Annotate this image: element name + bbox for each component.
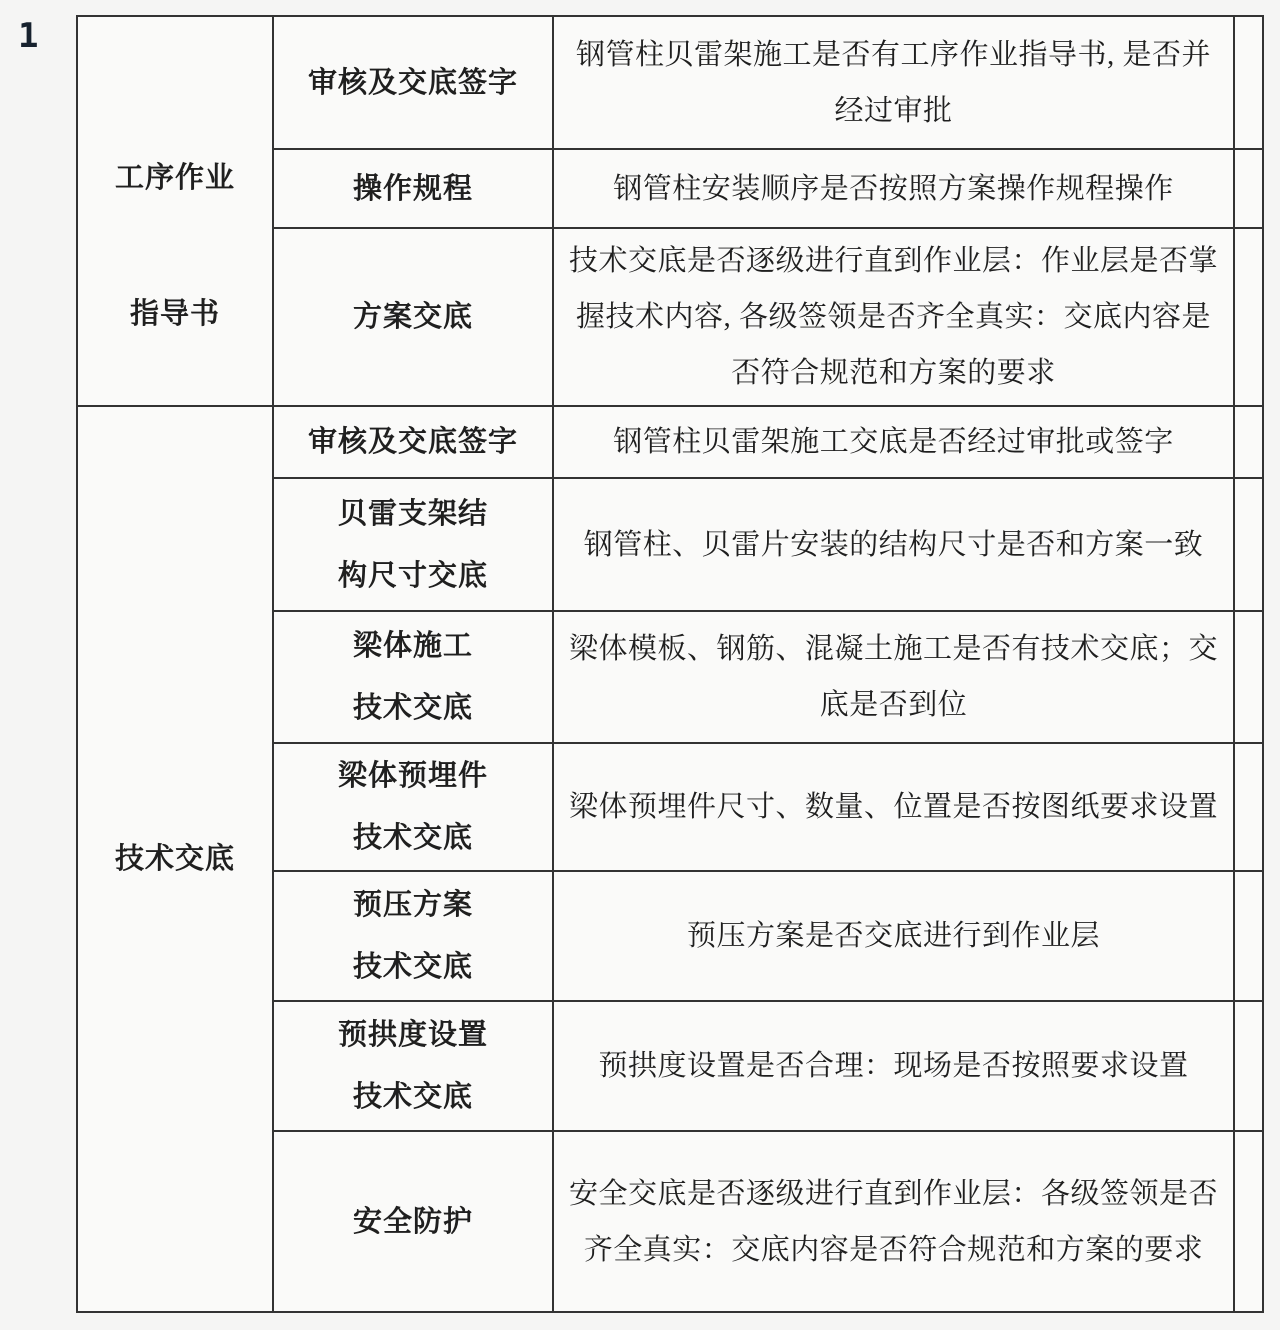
description-cell: 安全交底是否逐级进行直到作业层：各级签领是否齐全真实：交底内容是否符合规范和方案的要求 xyxy=(553,1131,1234,1312)
item-line: 技术交底 xyxy=(352,1081,473,1113)
item-cell xyxy=(273,478,553,611)
description-cell: 技术交底是否逐级进行直到作业层：作业层是否掌握技术内容, 各级签领是否齐全真实：交底内容是否符合规范和方案的要求 xyxy=(553,228,1234,406)
category-line: 指导书 xyxy=(129,297,220,330)
spacer-cell xyxy=(1234,16,1263,149)
item-line: 方案交底 xyxy=(352,301,473,333)
item-line: 安全防护 xyxy=(352,1205,473,1238)
inspection-table xyxy=(76,15,1264,1313)
description-cell: 钢管柱、贝雷片安装的结构尺寸是否和方案一致 xyxy=(553,478,1234,611)
item-line: 技术交底 xyxy=(352,951,473,983)
item-cell xyxy=(273,228,553,406)
spacer-cell xyxy=(1234,228,1263,406)
description-cell: 预拱度设置是否合理：现场是否按照要求设置 xyxy=(553,1001,1234,1131)
table-row xyxy=(77,16,1263,149)
spacer-cell xyxy=(1234,149,1263,228)
description-cell: 钢管柱安装顺序是否按照方案操作规程操作 xyxy=(553,149,1234,228)
item-line: 技术交底 xyxy=(352,692,473,724)
item-line: 预压方案 xyxy=(352,889,473,921)
item-line: 贝雷支架结 xyxy=(337,497,488,530)
item-cell xyxy=(273,743,553,871)
category-cell-technical-disclosure xyxy=(77,406,273,1312)
description-cell: 钢管柱贝雷架施工是否有工序作业指导书, 是否并经过审批 xyxy=(553,16,1234,149)
description-cell: 梁体模板、钢筋、混凝土施工是否有技术交底；交底是否到位 xyxy=(553,611,1234,743)
category-cell-process-work-guide xyxy=(77,16,273,406)
item-line: 操作规程 xyxy=(352,172,473,205)
item-line: 构尺寸交底 xyxy=(337,559,488,592)
item-line: 技术交底 xyxy=(352,822,473,854)
item-line: 审核及交底签字 xyxy=(307,426,518,458)
spacer-cell xyxy=(1234,611,1263,743)
item-cell xyxy=(273,406,553,478)
item-cell xyxy=(273,611,553,743)
description-cell: 钢管柱贝雷架施工交底是否经过审批或签字 xyxy=(553,406,1234,478)
item-line: 预拱度设置 xyxy=(337,1019,488,1051)
table-row xyxy=(77,406,1263,478)
item-cell xyxy=(273,149,553,228)
spacer-cell xyxy=(1234,478,1263,611)
inspection-table-body xyxy=(77,16,1263,1312)
item-cell xyxy=(273,1131,553,1312)
item-line: 审核及交底签字 xyxy=(307,66,518,99)
item-cell xyxy=(273,871,553,1001)
category-line: 技术交底 xyxy=(114,843,235,875)
page-index-number: 1 xyxy=(18,16,39,56)
spacer-cell xyxy=(1234,743,1263,871)
description-cell: 梁体预埋件尺寸、数量、位置是否按图纸要求设置 xyxy=(553,743,1234,871)
spacer-cell xyxy=(1234,1001,1263,1131)
item-line: 梁体施工 xyxy=(352,630,473,662)
category-line: 工序作业 xyxy=(114,161,235,194)
spacer-cell xyxy=(1234,871,1263,1001)
spacer-cell xyxy=(1234,1131,1263,1312)
description-cell: 预压方案是否交底进行到作业层 xyxy=(553,871,1234,1001)
item-line: 梁体预埋件 xyxy=(337,760,488,792)
item-cell xyxy=(273,16,553,149)
spacer-cell xyxy=(1234,406,1263,478)
item-cell xyxy=(273,1001,553,1131)
